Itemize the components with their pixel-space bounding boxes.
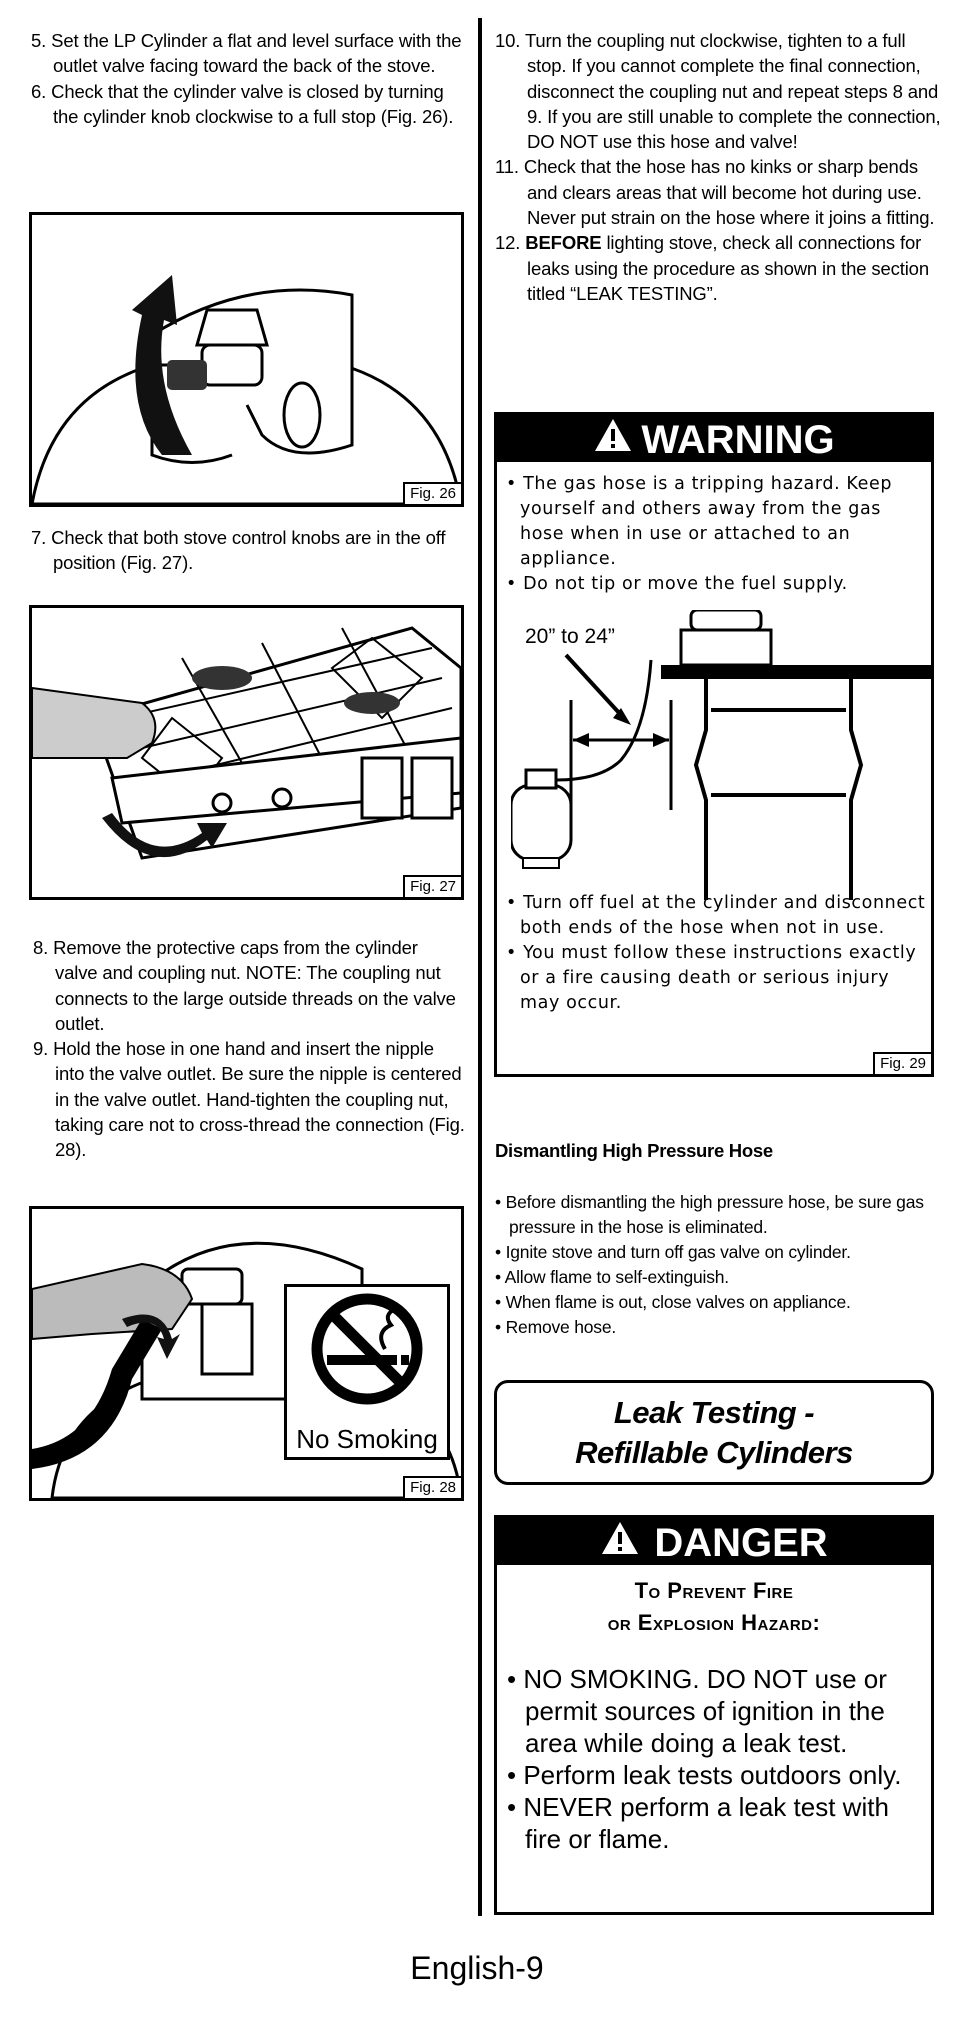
warning-bullet: • The gas hose is a tripping hazard. Keep yourself and others away from the gas hose when in use or attached to an appliance. — [506, 474, 893, 569]
fig-27-label: Fig. 27 — [403, 875, 461, 897]
cylinder-valve-illustration — [32, 215, 461, 504]
dismantling-bullet: • Allow flame to self-extinguish. — [495, 1267, 729, 1287]
warning-bullet: • Do not tip or move the fuel supply. — [506, 574, 848, 594]
dismantling-bullet: • Before dismantling the high pressure hose, be sure gas pressure in the hose is eliminated. — [495, 1192, 924, 1237]
warning-bullets-top — [506, 472, 926, 597]
warning-box — [494, 412, 934, 1077]
distance-label: 20” to 24” — [525, 625, 615, 648]
page-footer: English-9 — [410, 1950, 544, 1986]
steps-10-12 — [495, 28, 945, 306]
dismantling-heading: Dismantling High Pressure Hose — [495, 1140, 773, 1161]
stove-knobs-illustration — [32, 608, 461, 897]
step-12: 12. BEFORE lighting stove, check all connections for leaks using the procedure as shown in the section titled “LEAK TESTING”. — [495, 232, 929, 304]
step-7-list — [31, 525, 463, 576]
step-10: 10. Turn the coupling nut clockwise, tighten to a full stop. If you cannot complete the final connection, disconnect the coupling nut and repeat steps 8 and 9. If you are still unable to complete the connection, DO NOT use this hose and valve! — [495, 30, 941, 153]
step-5: 5. Set the LP Cylinder a flat and level surface with the outlet valve facing toward the back of the stove. — [31, 30, 462, 77]
no-smoking-sign — [284, 1284, 450, 1460]
no-smoking-icon — [287, 1287, 447, 1417]
danger-subtitle: To Prevent Fire or Explosion Hazard: — [607, 1578, 821, 1635]
dismantling-bullet: • When flame is out, close valves on appliance. — [495, 1292, 851, 1312]
danger-bullet: • NEVER perform a leak test with fire or flame. — [507, 1792, 889, 1854]
fig-29-label: Fig. 29 — [873, 1052, 931, 1074]
figure-26-cylinder-valve — [29, 212, 464, 507]
warning-bullet: • You must follow these instructions exactly or a fire causing death or serious injury may occur. — [506, 943, 917, 1013]
dismantling-bullet: • Remove hose. — [495, 1317, 617, 1337]
step-11: 11. Check that the hose has no kinks or sharp bends and clears areas that will become hot during use. Never put strain on the hose where it joins a fitting. — [495, 156, 935, 229]
fig-28-label: Fig. 28 — [403, 1476, 461, 1498]
dismantling-bullets — [495, 1190, 945, 1340]
step-7: 7. Check that both stove control knobs are in the off position (Fig. 27). — [31, 527, 446, 574]
steps-8-9 — [33, 935, 465, 1163]
step-9: 9. Hold the hose in one hand and insert the nipple into the valve outlet. Be sure the nipple is centered in the valve outlet. Hand-tighten the coupling nut, taking care not to cross-thread the connection (Fig. 28). — [33, 1038, 465, 1161]
danger-banner: DANGER — [497, 1518, 931, 1565]
leak-testing-title: Leak Testing - Refillable Cylinders — [494, 1380, 934, 1485]
warning-banner: WARNING — [497, 415, 931, 462]
no-smoking-label: No Smoking — [296, 1424, 438, 1454]
danger-triangle-icon — [600, 1520, 640, 1567]
warning-triangle-icon — [593, 417, 633, 464]
danger-bullet: • Perform leak tests outdoors only. — [507, 1760, 902, 1790]
danger-bullets — [507, 1663, 922, 1855]
step-8: 8. Remove the protective caps from the cylinder valve and coupling nut. NOTE: The coupling nut connects to the large outside threads on the valve outlet. — [33, 937, 456, 1034]
dismantling-bullet: • Ignite stove and turn off gas valve on cylinder. — [495, 1242, 851, 1262]
hose-distance-diagram — [511, 610, 931, 900]
figure-27-stove-knobs — [29, 605, 464, 900]
danger-bullet: • NO SMOKING. DO NOT use or permit sources of ignition in the area while doing a leak test. — [507, 1664, 887, 1758]
column-divider — [478, 18, 482, 1916]
warning-bullet: • Turn off fuel at the cylinder and disconnect both ends of the hose when not in use. — [506, 893, 926, 938]
danger-box — [494, 1515, 934, 1915]
step-6: 6. Check that the cylinder valve is closed by turning the cylinder knob clockwise to a full stop (Fig. 26). — [31, 80, 454, 127]
warning-bullets-bottom — [506, 891, 926, 1016]
fig-26-label: Fig. 26 — [403, 482, 461, 504]
steps-5-6 — [31, 28, 463, 129]
figure-28-hose-connection — [29, 1206, 464, 1501]
